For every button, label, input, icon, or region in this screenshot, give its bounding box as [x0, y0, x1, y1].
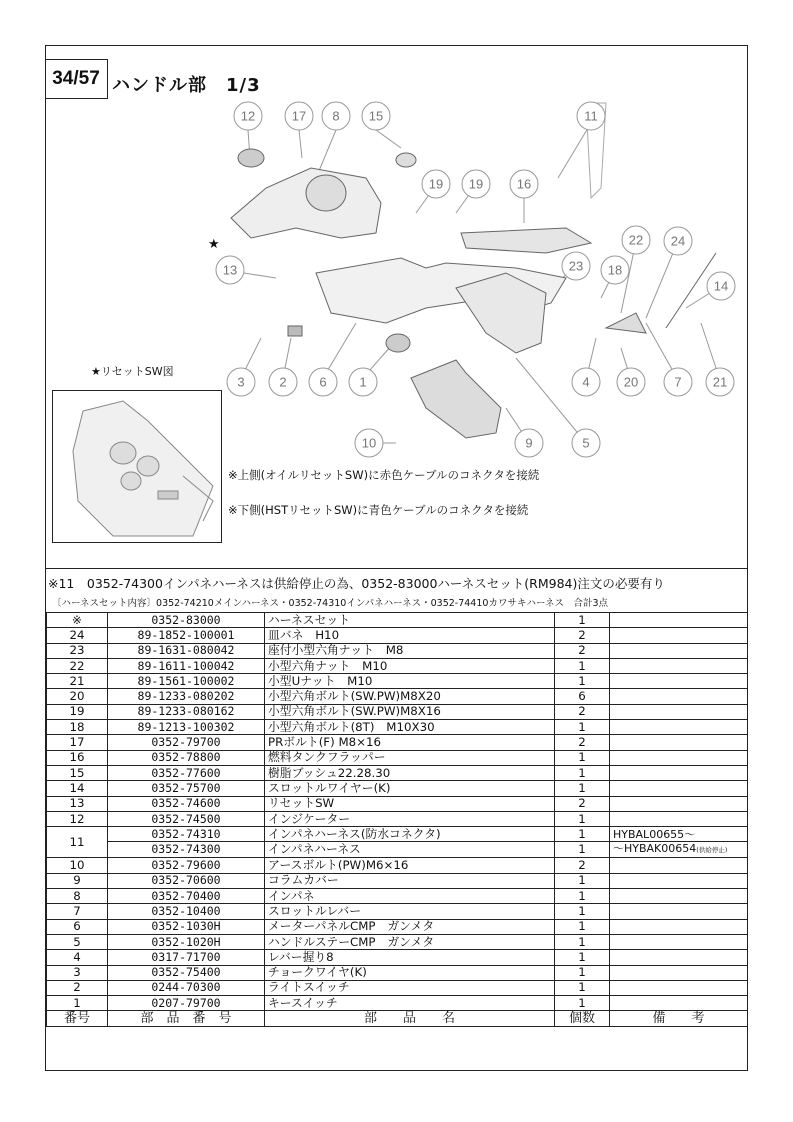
part-number-cell: 0352-74500 — [108, 811, 265, 826]
callout-label: 19 — [468, 176, 484, 192]
part-number-cell: 0244-70300 — [108, 980, 265, 995]
part-name-cell: 燃料タンクフラッパー — [265, 750, 555, 765]
star-marker: ★ — [208, 237, 220, 252]
part-name-cell: 座付小型六角ナット M8 — [265, 643, 555, 658]
part-name-cell: 小型Uナット M10 — [265, 674, 555, 689]
remark-cell — [610, 919, 748, 934]
part-number-cell: 89-1233-080162 — [108, 704, 265, 719]
part-name-cell: レバー握り8 — [265, 950, 555, 965]
remark-cell — [610, 965, 748, 980]
table-row — [47, 919, 748, 934]
quantity-cell: 1 — [555, 904, 610, 919]
table-row — [47, 658, 748, 673]
quantity-cell: 2 — [555, 643, 610, 658]
callout-label: 13 — [222, 262, 238, 278]
remark-cell — [610, 996, 748, 1011]
part-name-cell: ハーネスセット — [265, 613, 555, 628]
table-row — [47, 689, 748, 704]
remark-cell — [610, 658, 748, 673]
part-name-cell: スロットルレバー — [265, 904, 555, 919]
part-number-cell: 89-1233-080202 — [108, 689, 265, 704]
callout-label: 23 — [568, 258, 584, 274]
part-number-cell: 0352-79600 — [108, 858, 265, 873]
part-name-cell: ハンドルステーCMP ガンメタ — [265, 934, 555, 949]
table-row — [47, 750, 748, 765]
part-no-cell: 14 — [47, 781, 108, 796]
quantity-cell: 1 — [555, 658, 610, 673]
part-no-cell: 2 — [47, 980, 108, 995]
table-row — [47, 720, 748, 735]
part-no-cell: 24 — [47, 628, 108, 643]
part-name-cell: 小型六角ボルト(SW.PW)M8X16 — [265, 704, 555, 719]
part-name-cell: 小型六角ナット M10 — [265, 658, 555, 673]
reset-sw-label: ★リセットSW図 — [91, 365, 174, 378]
quantity-cell: 1 — [555, 996, 610, 1011]
part-number-cell: 0352-83000 — [108, 613, 265, 628]
page-title: ハンドル部 1/3 — [112, 75, 261, 96]
table-row — [47, 950, 748, 965]
remark-cell — [610, 858, 748, 873]
part-no-cell: 4 — [47, 950, 108, 965]
callout-label: 3 — [237, 374, 245, 390]
table-row — [47, 873, 748, 888]
quantity-cell: 1 — [555, 674, 610, 689]
part-number-cell: 0352-75400 — [108, 965, 265, 980]
callout-label: 8 — [332, 108, 340, 124]
part-name-cell: キースイッチ — [265, 996, 555, 1011]
table-row — [47, 643, 748, 658]
part-no-cell: 8 — [47, 889, 108, 904]
quantity-cell: 1 — [555, 934, 610, 949]
header-remarks: 備 考 — [610, 1011, 748, 1026]
page-number: 34/57 — [45, 59, 108, 99]
part-name-cell: インパネハーネス(防水コネクタ) — [265, 827, 555, 842]
part-name-cell: インパネハーネス — [265, 842, 555, 858]
table-row — [47, 904, 748, 919]
remark-cell — [610, 704, 748, 719]
callout-label: 11 — [584, 108, 598, 124]
remark-cell — [610, 904, 748, 919]
quantity-cell: 2 — [555, 796, 610, 811]
part-number-cell: 0352-79700 — [108, 735, 265, 750]
quantity-cell: 1 — [555, 980, 610, 995]
remark-cell — [610, 613, 748, 628]
part-no-cell: 12 — [47, 811, 108, 826]
part-no-cell: 9 — [47, 873, 108, 888]
part-no-cell: 22 — [47, 658, 108, 673]
remark-cell — [610, 781, 748, 796]
table-row — [47, 674, 748, 689]
quantity-cell: 1 — [555, 919, 610, 934]
callout-label: 2 — [279, 374, 287, 390]
quantity-cell: 2 — [555, 858, 610, 873]
part-no-cell: ※ — [47, 613, 108, 628]
table-row — [47, 827, 748, 842]
table-row — [47, 858, 748, 873]
header-part-name: 部 品 名 — [265, 1011, 555, 1026]
table-row — [47, 934, 748, 949]
callout-label: 5 — [582, 435, 590, 451]
part-number-cell: 0352-74300 — [108, 842, 265, 858]
supply-note: ※11 0352-74300インパネハーネスは供給停止の為、0352-83000ハーネスセット(RM984)注文の必要有り — [48, 576, 665, 591]
callout-label: 24 — [670, 233, 686, 249]
callout-label: 1 — [359, 374, 367, 390]
quantity-cell: 2 — [555, 628, 610, 643]
part-number-cell: 89-1852-100001 — [108, 628, 265, 643]
part-number-cell: 0352-75700 — [108, 781, 265, 796]
remark-cell — [610, 689, 748, 704]
quantity-cell: 6 — [555, 689, 610, 704]
quantity-cell: 1 — [555, 873, 610, 888]
header-part-number: 部 品 番 号 — [108, 1011, 265, 1026]
quantity-cell: 1 — [555, 827, 610, 842]
part-no-cell: 3 — [47, 965, 108, 980]
callout-label: 15 — [368, 108, 384, 124]
part-number-cell: 0352-70400 — [108, 889, 265, 904]
remark-cell — [610, 628, 748, 643]
part-name-cell: PRボルト(F) M8×16 — [265, 735, 555, 750]
part-no-cell: 7 — [47, 904, 108, 919]
table-header-row — [47, 1011, 748, 1026]
table-row — [47, 842, 748, 858]
part-no-cell: 13 — [47, 796, 108, 811]
table-row — [47, 613, 748, 628]
reset-sw-inset — [52, 390, 222, 543]
table-row — [47, 889, 748, 904]
reset-note-lower: ※下側(HSTリセットSW)に青色ケーブルのコネクタを接続 — [228, 503, 529, 517]
callout-label: 18 — [607, 262, 623, 278]
part-name-cell: インパネ — [265, 889, 555, 904]
header-number: 番号 — [47, 1011, 108, 1026]
quantity-cell: 2 — [555, 735, 610, 750]
part-no-cell: 19 — [47, 704, 108, 719]
part-name-cell: チョークワイヤ(K) — [265, 965, 555, 980]
table-row — [47, 811, 748, 826]
table-row — [47, 704, 748, 719]
harness-set-contents: 〔ハーネスセット内容〕0352-74210メインハーネス・0352-74310インパネハーネス・0352-74410カワサキハーネス 合計3点 — [52, 598, 609, 609]
callout-label: 16 — [516, 176, 532, 192]
callout-label: 14 — [713, 278, 729, 294]
callout-label: 22 — [628, 232, 644, 248]
callout-label: 17 — [291, 108, 307, 124]
remark-cell: HYBAL00655～ — [610, 827, 748, 842]
table-row — [47, 628, 748, 643]
table-row — [47, 735, 748, 750]
quantity-cell: 1 — [555, 965, 610, 980]
quantity-cell: 1 — [555, 842, 610, 858]
diagram-divider — [46, 568, 747, 569]
part-no-cell: 23 — [47, 643, 108, 658]
part-name-cell: 皿バネ H10 — [265, 628, 555, 643]
part-name-cell: 樹脂ブッシュ22.28.30 — [265, 765, 555, 780]
part-number-cell: 89-1561-100002 — [108, 674, 265, 689]
part-number-cell: 0207-79700 — [108, 996, 265, 1011]
part-name-cell: コラムカバー — [265, 873, 555, 888]
part-number-cell: 0352-10400 — [108, 904, 265, 919]
part-no-cell: 10 — [47, 858, 108, 873]
remark-cell — [610, 873, 748, 888]
part-number-cell: 0352-1030H — [108, 919, 265, 934]
part-name-cell: 小型六角ボルト(SW.PW)M8X20 — [265, 689, 555, 704]
quantity-cell: 1 — [555, 811, 610, 826]
part-number-cell: 0352-1020H — [108, 934, 265, 949]
part-number-cell: 0352-77600 — [108, 765, 265, 780]
table-row — [47, 965, 748, 980]
part-no-cell: 20 — [47, 689, 108, 704]
remark-cell — [610, 980, 748, 995]
quantity-cell: 1 — [555, 781, 610, 796]
part-number-cell: 89-1611-100042 — [108, 658, 265, 673]
remark-cell — [610, 934, 748, 949]
part-number-cell: 0352-78800 — [108, 750, 265, 765]
reset-note-upper: ※上側(オイルリセットSW)に赤色ケーブルのコネクタを接続 — [228, 468, 540, 482]
part-no-cell: 16 — [47, 750, 108, 765]
remark-cell — [610, 643, 748, 658]
table-row — [47, 781, 748, 796]
part-no-cell: 5 — [47, 934, 108, 949]
part-no-cell: 21 — [47, 674, 108, 689]
part-no-cell: 11 — [47, 827, 108, 858]
remark-cell — [610, 765, 748, 780]
part-no-cell: 6 — [47, 919, 108, 934]
parts-table — [46, 612, 748, 1027]
quantity-cell: 1 — [555, 750, 610, 765]
part-no-cell: 18 — [47, 720, 108, 735]
part-name-cell: リセットSW — [265, 796, 555, 811]
quantity-cell: 2 — [555, 704, 610, 719]
callout-label: 10 — [361, 435, 377, 451]
callout-label: 4 — [582, 374, 590, 390]
part-name-cell: スロットルワイヤー(K) — [265, 781, 555, 796]
part-no-cell: 17 — [47, 735, 108, 750]
part-number-cell: 0352-74310 — [108, 827, 265, 842]
quantity-cell: 1 — [555, 720, 610, 735]
remark-cell — [610, 674, 748, 689]
callout-label: 20 — [623, 374, 639, 390]
quantity-cell: 1 — [555, 889, 610, 904]
part-number-cell: 0352-74600 — [108, 796, 265, 811]
reset-sw-figure — [53, 391, 221, 542]
remark-cell — [610, 735, 748, 750]
header-quantity: 個数 — [555, 1011, 610, 1026]
part-number-cell: 0317-71700 — [108, 950, 265, 965]
callout-label: 7 — [674, 374, 682, 390]
table-row — [47, 765, 748, 780]
callout-label: 12 — [240, 108, 256, 124]
part-no-cell: 1 — [47, 996, 108, 1011]
quantity-cell: 1 — [555, 613, 610, 628]
remark-cell — [610, 950, 748, 965]
quantity-cell: 1 — [555, 765, 610, 780]
table-row — [47, 996, 748, 1011]
remark-cell — [610, 889, 748, 904]
remark-note: (供給停止) — [696, 846, 728, 855]
remark-cell — [610, 720, 748, 735]
part-number-cell: 89-1631-080042 — [108, 643, 265, 658]
part-name-cell: ライトスイッチ — [265, 980, 555, 995]
remark-cell — [610, 796, 748, 811]
remark-cell: ～HYBAK00654(供給停止) — [610, 842, 748, 858]
part-name-cell: メーターパネルCMP ガンメタ — [265, 919, 555, 934]
part-number-cell: 0352-70600 — [108, 873, 265, 888]
part-number-cell: 89-1213-100302 — [108, 720, 265, 735]
remark-cell — [610, 750, 748, 765]
callout-label: 19 — [428, 176, 444, 192]
part-name-cell: インジケーター — [265, 811, 555, 826]
table-row — [47, 980, 748, 995]
callout-label: 21 — [712, 374, 728, 390]
table-row — [47, 796, 748, 811]
callout-label: 6 — [319, 374, 327, 390]
quantity-cell: 1 — [555, 950, 610, 965]
remark-cell — [610, 811, 748, 826]
part-name-cell: アースボルト(PW)M6×16 — [265, 858, 555, 873]
part-name-cell: 小型六角ボルト(8T) M10X30 — [265, 720, 555, 735]
callout-label: 9 — [525, 435, 533, 451]
part-no-cell: 15 — [47, 765, 108, 780]
